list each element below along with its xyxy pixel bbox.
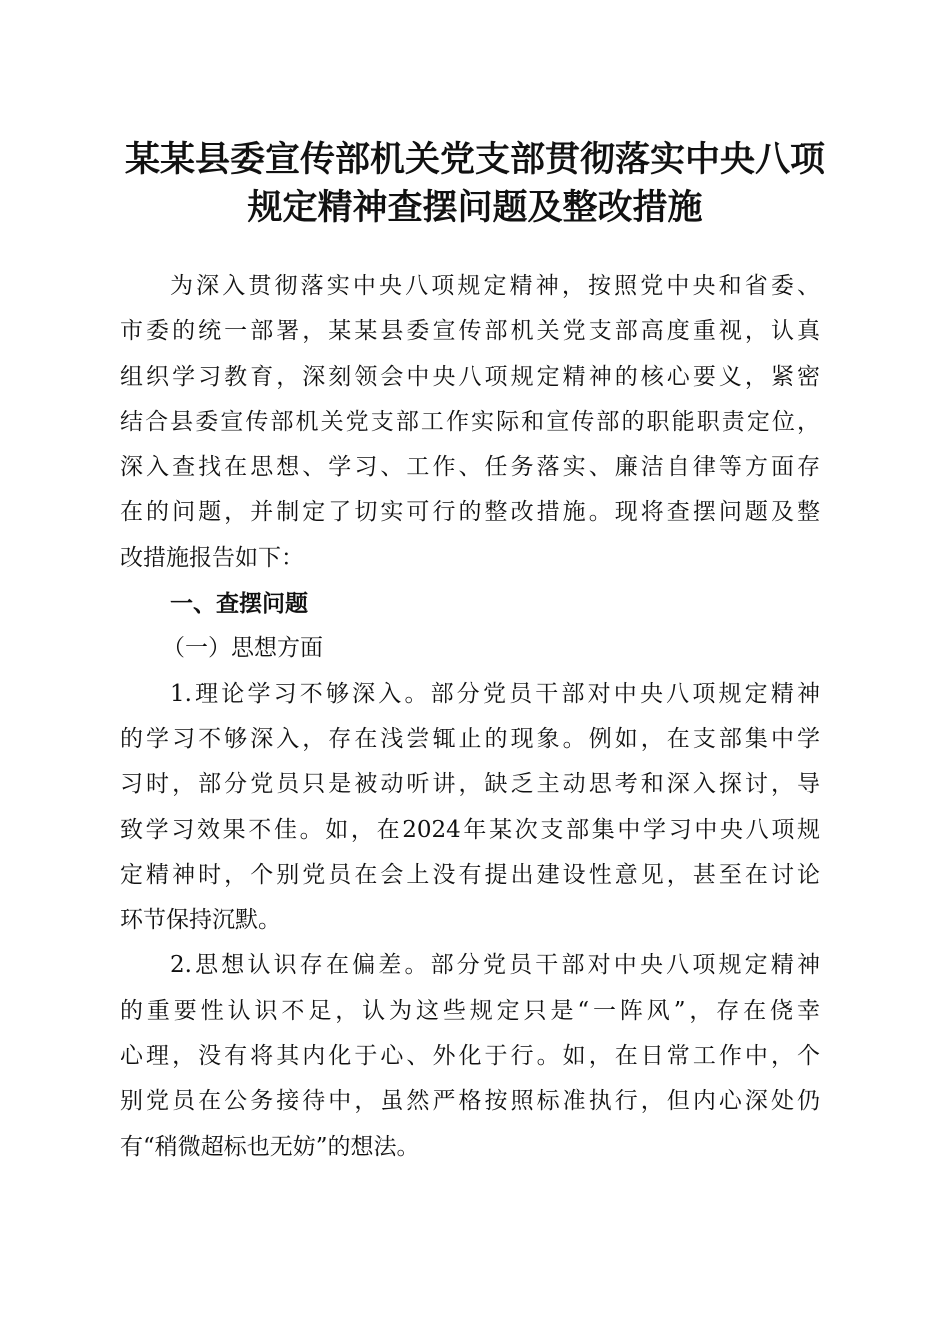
item-paragraph-1 [120,672,820,944]
text-line: 有“稍微超标也无妨”的想法。 [120,1133,420,1160]
text-line: 的学习不够深入，存在浅尝辄止的现象。例如，在支部集中学 [120,725,820,752]
text-line: 市委的统一部署，某某县委宣传部机关党支部高度重视，认真 [120,318,820,345]
text-line: 环节保持沉默。 [120,907,281,934]
subsection-heading: （一）思想方面 [162,635,323,662]
intro-paragraph [120,264,820,581]
title-line-1: 某某县委宣传部机关党支部贯彻落实中央八项 [124,139,825,180]
text-line: 组织学习教育，深刻领会中央八项规定精神的核心要义，紧密 [120,363,820,390]
text-line: 心理，没有将其内化于心、外化于行。如，在日常工作中，个 [120,1043,820,1070]
section-heading: 一、查摆问题 [170,590,308,618]
title-line-2: 规定精神查摆问题及整改措施 [247,187,703,228]
document-title [0,136,950,232]
text-line: 深入查找在思想、学习、工作、任务落实、廉洁自律等方面存 [120,454,820,481]
text-line: 定精神时，个别党员在会上没有提出建设性意见，甚至在讨论 [120,861,820,888]
text-line: 别党员在公务接待中，虽然严格按照标准执行，但内心深处仍 [120,1088,820,1115]
text-line: 致学习效果不佳。如，在2024年某次支部集中学习中央八项规 [120,816,820,843]
document-body [120,264,820,1170]
text-line: 的重要性认识不足，认为这些规定只是“一阵风”，存在侥幸 [120,997,820,1024]
text-line: 结合县委宣传部机关党支部工作实际和宣传部的职能职责定位， [120,408,820,435]
text-line: 2.思想认识存在偏差。部分党员干部对中央八项规定精神 [170,952,820,979]
item-paragraph-2 [120,943,820,1169]
text-line: 习时，部分党员只是被动听讲，缺乏主动思考和深入探讨，导 [120,771,820,798]
text-line: 1.理论学习不够深入。部分党员干部对中央八项规定精神 [170,680,820,707]
text-line: 为深入贯彻落实中央八项规定精神，按照党中央和省委、 [170,273,820,299]
text-line: 在的问题，并制定了切实可行的整改措施。现将查摆问题及整 [120,499,820,526]
text-line: 改措施报告如下： [120,544,304,571]
